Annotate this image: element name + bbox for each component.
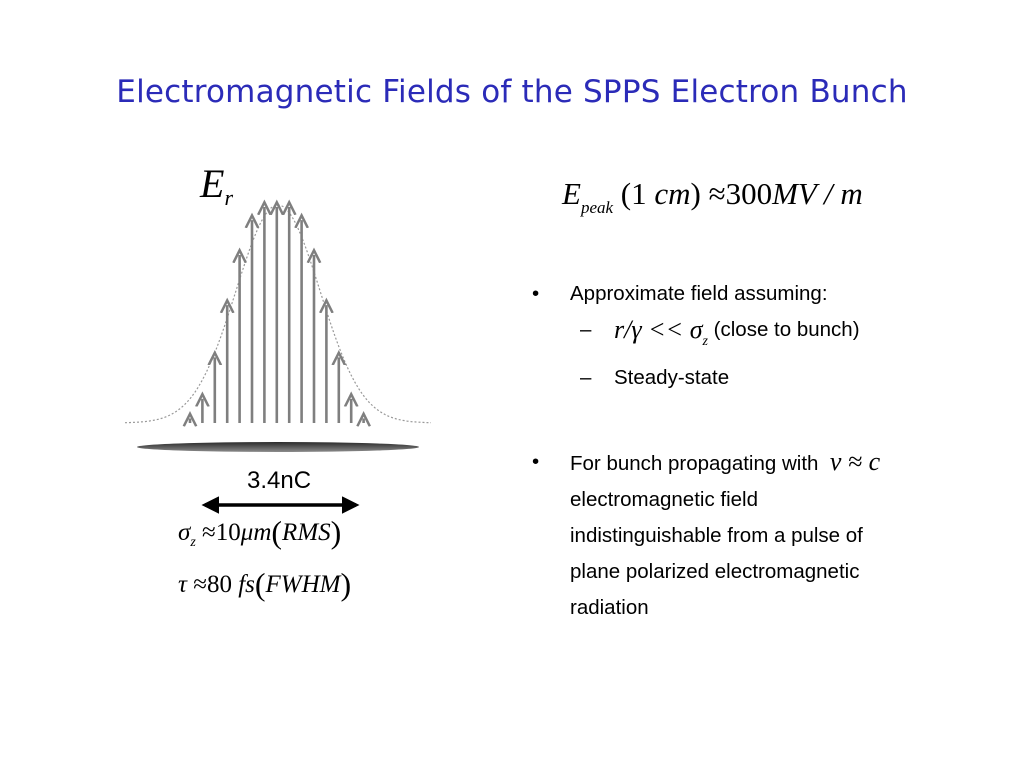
near-field-condition: $r/\gamma << \sigma_z$ bbox=[614, 315, 708, 349]
bullet-mark: • bbox=[532, 282, 540, 305]
bullet-text-line: plane polarized electromagnetic bbox=[570, 560, 860, 583]
sub-bullet-item: – $r/\gamma << \sigma_z$ (close to bunch) bbox=[532, 312, 972, 360]
sub-bullet-item: – Steady-state bbox=[532, 360, 972, 396]
bullet-text-line: electromagnetic field bbox=[570, 488, 759, 511]
bullet-text-line: radiation bbox=[570, 596, 649, 619]
sub-bullet-text: Steady-state bbox=[614, 366, 730, 389]
bullet-mark: • bbox=[532, 450, 540, 473]
bullet-list bbox=[532, 276, 972, 626]
field-symbol: $E_r$ bbox=[200, 161, 233, 210]
peak-field-equation: $E_{peak}$ (1 cm) ≈300MV / m bbox=[562, 176, 863, 217]
bullet-item bbox=[532, 444, 972, 626]
sub-bullet-text: (close to bunch) bbox=[713, 318, 860, 341]
bullet-text: Approximate field assuming: bbox=[570, 282, 828, 305]
slide-title: Electromagnetic Fields of the SPPS Electron Bunch bbox=[116, 74, 908, 110]
electron-bunch-ellipse bbox=[137, 442, 419, 452]
bullet-text-line: indistinguishable from a pulse of bbox=[570, 524, 863, 547]
fwhm-duration-equation: τ ≈80 fs(FWHM) bbox=[178, 566, 352, 602]
field-subscript: r bbox=[224, 185, 233, 210]
velocity-condition: v ≈ c bbox=[829, 447, 881, 476]
rms-length-equation: $\sigma_z \approx 10\mu m(RMS)$ bbox=[178, 514, 342, 550]
charge-label: 3.4nC bbox=[247, 467, 312, 494]
bullet-item bbox=[532, 276, 972, 312]
bullet-text: For bunch propagating with bbox=[570, 452, 819, 475]
